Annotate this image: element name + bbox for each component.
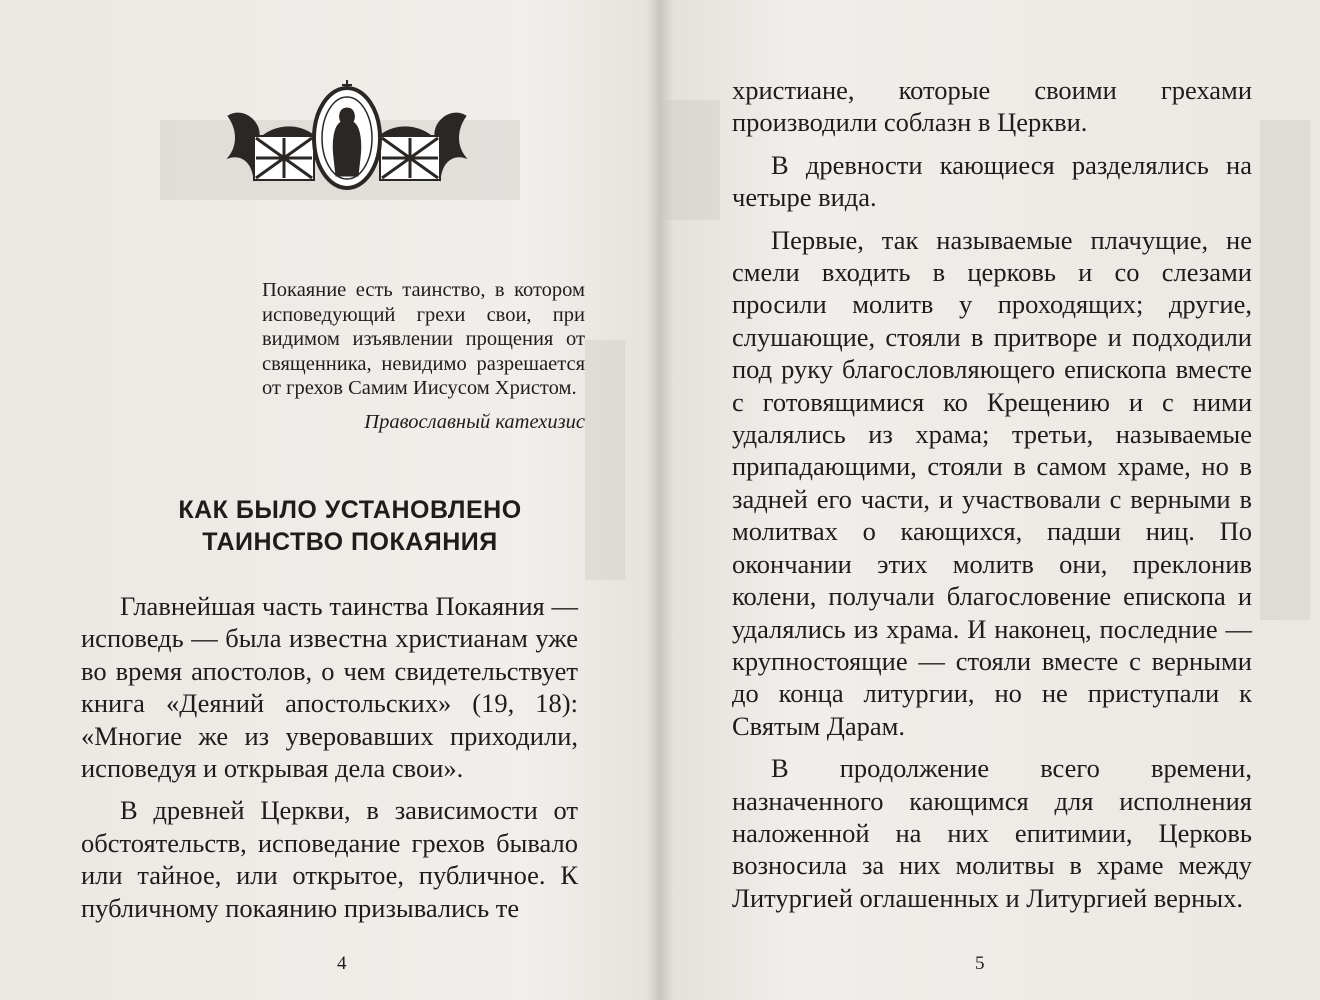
chapter-title-line-1: КАК БЫЛО УСТАНОВЛЕНО [178,496,522,524]
right-body-text [732,74,1252,914]
epigraph-source: Православный катехизис [364,410,585,433]
right-page [660,0,1320,1000]
chapter-title [120,494,580,558]
chapter-title-line-2: ТАИНСТВО ПОКАЯНИЯ [202,528,498,556]
paragraph: Первые, так называемые плачущие, не смели входить в церковь и со слезами просили молитв у проходящих; другие, слушающие, стояли в притворе и подходили под руку благословляющего епископа вместе с готовящимися ко Крещению и с ними удалялись из храма; третьи, называемые припадающими, стояли в самом храме, но в задней его части, и участвовали с верными в молитвах о кающихся, падши ниц. По окончании этих молитв они, преклонив колени, получали благословение епископа и удалялись из храма. И наконец, последние — крупностоящие — стояли вместе с верными до конца литургии, но не приступали к Святым Дарам. [732,224,1252,741]
epigraph-text: Покаяние есть таинство, в котором исповедующий грехи свои, при видимом изъявлении прощения от священника, невидимо разрешается от грехов Самим Иисусом Христом. [262,279,585,400]
page-number: 5 [975,953,985,974]
paragraph: В древности кающиеся разделялись на четыре вида. [732,149,1252,213]
paragraph: Главнейшая часть таинства Покаяния — исповедь — была известна христианам уже во время апостолов, о чем свидетельствует книга «Деяний апостольских» (19, 18): «Многие же из уверовавших приходили, исповедуя и открывая дела свои». [81,591,578,784]
left-body-text [81,590,578,924]
paragraph: В древней Церкви, в зависимости от обстоятельств, исповедание грехов бывало или тайное, или открытое, публичное. К публичному покаянию призывались те [81,795,578,923]
paragraph: В продолжение всего времени, назначенного кающимся для исполнения наложенной на них епитимии, Церковь возносила за них молитвы в храме между Литургией оглашенных и Литургией верных. [732,753,1252,913]
page-number: 4 [337,953,347,974]
paragraph: христиане, которые своими грехами производили соблазн в Церкви. [732,75,1252,138]
headpiece-ornament-icon [224,76,470,198]
epigraph [262,278,585,435]
